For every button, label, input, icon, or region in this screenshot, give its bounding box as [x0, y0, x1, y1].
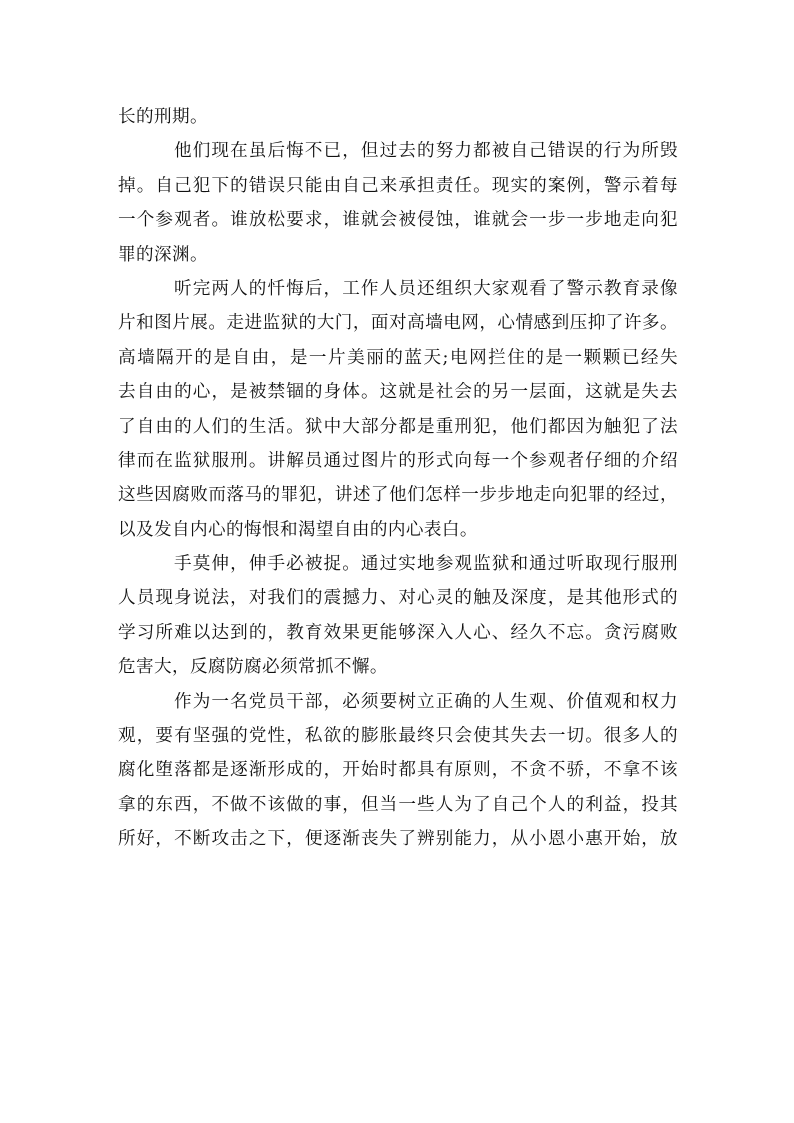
text-line: 以及发自内心的悔恨和渴望自由的内心表白。 [118, 519, 478, 540]
text-line: 罪的深渊。 [118, 244, 208, 265]
text-line: 高墙隔开的是自由，是一片美丽的蓝天;电网拦住的是一颗颗已经失 [118, 347, 678, 368]
text-line: 危害大，反腐防腐必须常抓不懈。 [118, 657, 388, 678]
text-line: 律而在监狱服刑。讲解员通过图片的形式向每一个参观者仔细的介绍 [118, 450, 678, 471]
text-line: 了自由的人们的生活。狱中大部分都是重刑犯，他们都因为触犯了法 [118, 416, 678, 437]
text-line: 片和图片展。走进监狱的大门，面对高墙电网，心情感到压抑了许多。 [118, 313, 678, 334]
text-line: 去自由的心，是被禁锢的身体。这就是社会的另一层面，这就是失去 [118, 382, 678, 403]
text-line: 腐化堕落都是逐渐形成的，开始时都具有原则，不贪不骄，不拿不该 [118, 760, 678, 781]
text-line: 观，要有坚强的党性，私欲的膨胀最终只会使其失去一切。很多人的 [118, 726, 678, 747]
text-line: 人员现身说法，对我们的震撼力、对心灵的触及深度，是其他形式的 [118, 588, 678, 609]
text-line: 这些因腐败而落马的罪犯，讲述了他们怎样一步步地走向犯罪的经过， [118, 485, 678, 506]
text-line: 手莫伸，伸手必被捉。通过实地参观监狱和通过听取现行服刑 [174, 554, 678, 575]
text-line: 听完两人的忏悔后，工作人员还组织大家观看了警示教育录像 [174, 278, 678, 299]
document-body [118, 100, 678, 857]
text-line: 学习所难以达到的，教育效果更能够深入人心、经久不忘。贪污腐败 [118, 622, 678, 643]
text-line: 拿的东西，不做不该做的事，但当一些人为了自己个人的利益，投其 [118, 794, 678, 815]
text-line: 一个参观者。谁放松要求，谁就会被侵蚀，谁就会一步一步地走向犯 [118, 210, 678, 231]
text-line: 他们现在虽后悔不已，但过去的努力都被自己错误的行为所毁 [174, 141, 678, 162]
text-line: 作为一名党员干部，必须要树立正确的人生观、价值观和权力 [174, 691, 678, 712]
text-line: 长的刑期。 [118, 107, 208, 127]
text-line: 掉。自己犯下的错误只能由自己来承担责任。现实的案例，警示着每 [118, 175, 678, 196]
text-line: 所好，不断攻击之下，便逐渐丧失了辨别能力，从小恩小惠开始，放 [118, 829, 678, 850]
